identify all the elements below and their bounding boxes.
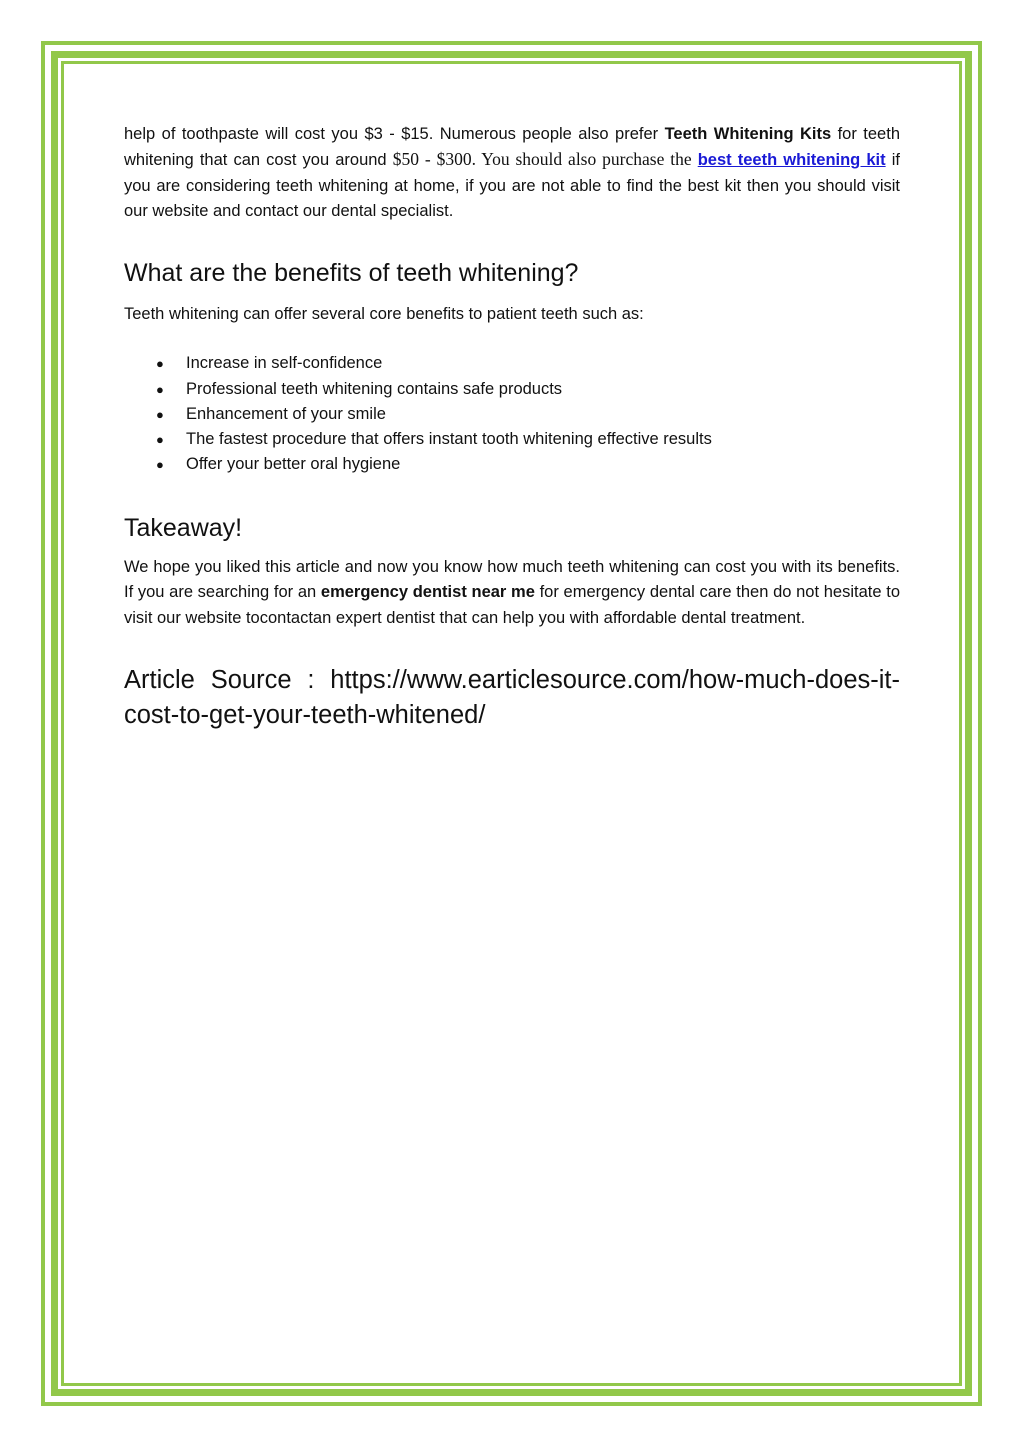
bullet-icon: ●	[156, 456, 164, 472]
list-item	[124, 452, 900, 477]
article-source: Article Source : https://www.earticlesource.com/how-much-does-it-cost-to-get-your-teeth-whitened/	[124, 665, 900, 729]
benefits-intro: Teeth whitening can offer several core benefits to patient teeth such as:	[124, 305, 644, 324]
intro-text-1: help of toothpaste will cost you $3 - $15. Numerous people also prefer	[124, 125, 665, 143]
takeaway-text-2: for emergency dental care then do not hesitate to visit our website tocontactan expert dentist that can help you with affordable dental treatment.	[124, 583, 900, 627]
list-item	[124, 427, 900, 452]
list-item-text: Enhancement of your smile	[186, 404, 386, 423]
intro-text-2: for teeth whitening that can cost you around	[124, 125, 900, 170]
bullet-icon: ●	[156, 431, 164, 447]
takeaway-paragraph	[124, 555, 900, 631]
list-item	[124, 351, 900, 376]
takeaway-heading: Takeaway!	[124, 513, 243, 542]
teeth-whitening-kits-bold: Teeth Whitening Kits	[664, 125, 832, 143]
intro-serif-text: $50 - $300. You should also purchase the	[392, 149, 692, 170]
best-teeth-whitening-kit-link[interactable]: best teeth whitening kit	[697, 151, 886, 170]
bullet-icon: ●	[156, 356, 164, 372]
takeaway-text-1: We hope you liked this article and now you know how much teeth whitening can cost you with its benefits. If you are searching for an	[124, 557, 900, 602]
bullet-icon: ●	[156, 381, 164, 397]
list-item	[124, 402, 900, 427]
list-item	[124, 377, 900, 402]
benefits-heading: What are the benefits of teeth whitening?	[124, 259, 579, 288]
emergency-dentist-bold: emergency dentist near me	[320, 583, 535, 602]
intro-paragraph	[124, 122, 900, 224]
list-item-text: Offer your better oral hygiene	[186, 454, 401, 473]
list-item-text: The fastest procedure that offers instant tooth whitening effective results	[186, 429, 712, 448]
document-body	[124, 122, 900, 733]
intro-text-3: if you are considering teeth whitening at home, if you are not able to find the best kit then you should visit our website and contact our dental specialist.	[124, 151, 900, 220]
bullet-icon: ●	[156, 406, 164, 422]
list-item-text: Professional teeth whitening contains safe products	[186, 379, 563, 398]
benefits-list	[124, 351, 900, 476]
list-item-text: Increase in self-confidence	[186, 354, 383, 373]
